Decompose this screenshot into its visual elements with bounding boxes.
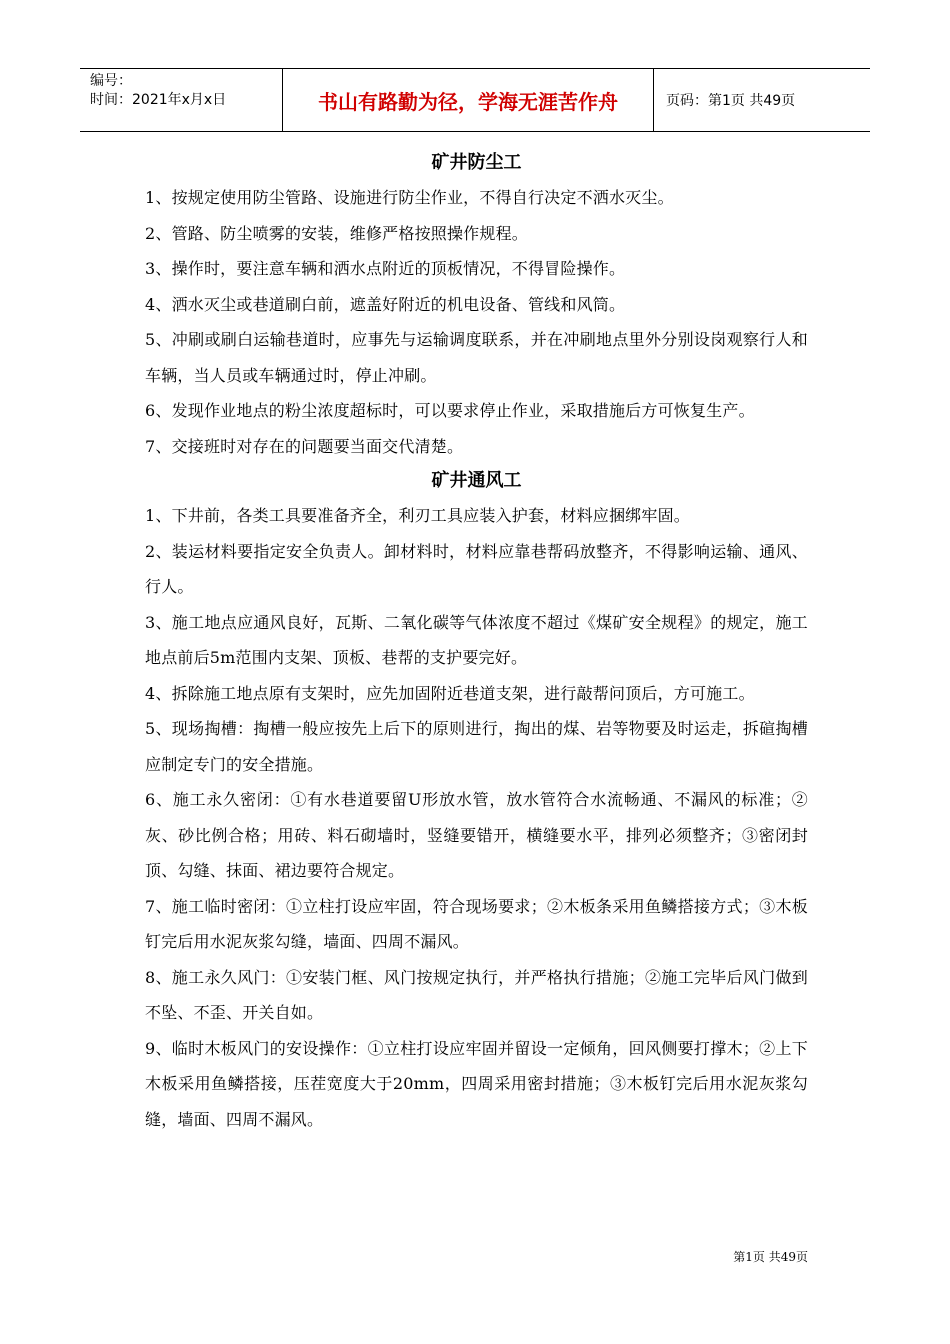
paragraph: 5、冲刷或刷白运输巷道时，应事先与运输调度联系，并在冲刷地点里外分别设岗观察行人和车辆，当人员或车辆通过时，停止冲刷。 xyxy=(145,330,808,385)
paragraph: 7、交接班时对存在的问题要当面交代清楚。 xyxy=(145,436,464,456)
paragraph: 1、下井前，各类工具要准备齐全，利刃工具应装入护套，材料应捆绑牢固。 xyxy=(145,506,690,525)
header-motto: 书山有路勤为径，学海无涯苦作舟 xyxy=(318,89,618,114)
header-page-cell xyxy=(654,69,870,131)
header-motto-cell xyxy=(282,69,654,131)
section-title: 矿井防尘工 xyxy=(431,152,522,173)
paragraph: 5、现场掏槽：掏槽一般应按先上后下的原则进行，掏出的煤、岩等物要及时运走，拆碹掏槽应制定专门的安全措施。 xyxy=(145,719,808,774)
paragraph: 3、施工地点应通风良好，瓦斯、二氧化碳等气体浓度不超过《煤矿安全规程》的规定，施工地点前后5m范围内支架、顶板、巷帮的支护要完好。 xyxy=(145,612,808,667)
paragraph: 6、发现作业地点的粉尘浓度超标时，可以要求停止作业，采取措施后方可恢复生产。 xyxy=(145,401,755,420)
paragraph: 9、临时木板风门的安设操作：①立柱打设应牢固并留设一定倾角，回风侧要打撑木；②上下木板采用鱼鳞搭接，压茬宽度大于20mm，四周采用密封措施；③木板钉完后用水泥灰浆勾缝，墙面、四周不漏风。 xyxy=(145,1038,808,1129)
document-time-label: 时间：2021年x月x日 xyxy=(90,92,227,108)
page-footer xyxy=(733,1248,808,1265)
paragraph: 4、洒水灭尘或巷道刷白前，遮盖好附近的机电设备、管线和风筒。 xyxy=(145,294,626,314)
section-title: 矿井通风工 xyxy=(431,470,522,491)
document-body xyxy=(145,146,808,1137)
paragraph: 8、施工永久风门：①安装门框、风门按规定执行，并严格执行措施；②施工完毕后风门做到不坠、不歪、开关自如。 xyxy=(145,967,808,1022)
header-info-cell xyxy=(80,69,282,131)
paragraph: 2、装运材料要指定安全负责人。卸材料时，材料应靠巷帮码放整齐，不得影响运输、通风、行人。 xyxy=(145,541,808,596)
paragraph: 2、管路、防尘喷雾的安装，维修严格按照操作规程。 xyxy=(145,223,528,243)
document-number-label: 编号： xyxy=(90,73,132,89)
paragraph: 3、操作时，要注意车辆和洒水点附近的顶板情况，不得冒险操作。 xyxy=(145,259,626,278)
header-page-number: 页码：第1页 共49页 xyxy=(666,93,796,109)
footer-page-number: 第1页 共49页 xyxy=(733,1250,808,1264)
paragraph: 7、施工临时密闭：①立柱打设应牢固，符合现场要求；②木板条采用鱼鳞搭接方式；③木板钉完后用水泥灰浆勾缝，墙面、四周不漏风。 xyxy=(145,896,808,951)
paragraph: 1、按规定使用防尘管路、设施进行防尘作业，不得自行决定不洒水灭尘。 xyxy=(145,188,674,207)
page-header xyxy=(80,68,870,132)
paragraph: 6、施工永久密闭：①有水巷道要留U形放水管，放水管符合水流畅通、不漏风的标准；②灰、砂比例合格；用砖、料石砌墙时，竖缝要错开，横缝要水平，排列必须整齐；③密闭封顶、勾缝、抹面、裙边要符合规定。 xyxy=(145,790,808,880)
paragraph: 4、拆除施工地点原有支架时，应先加固附近巷道支架，进行敲帮问顶后，方可施工。 xyxy=(145,683,755,703)
